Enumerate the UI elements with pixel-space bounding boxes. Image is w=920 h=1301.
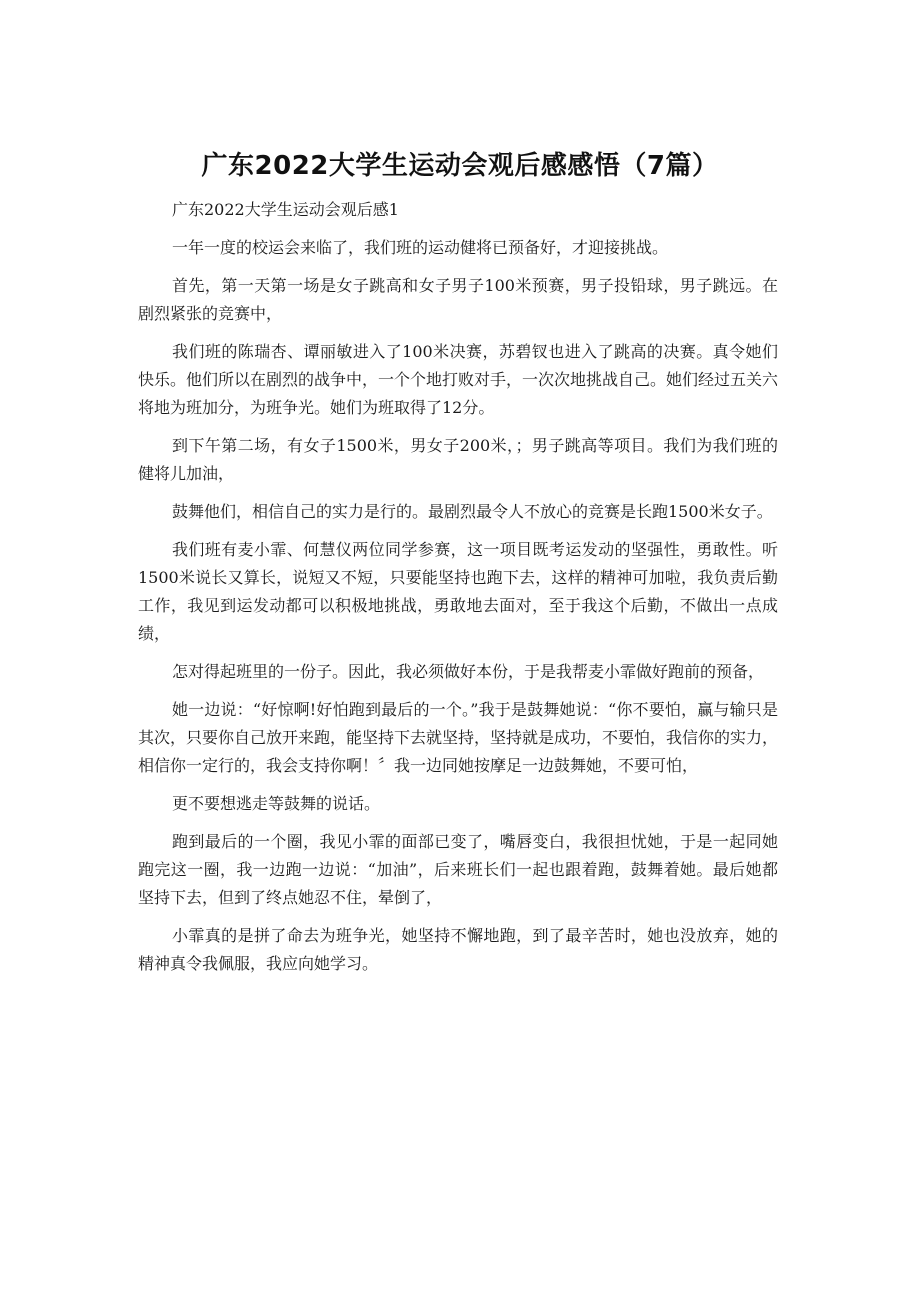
paragraph: 我们班有麦小霏、何慧仪两位同学参赛，这一项目既考运发动的坚强性，勇敢性。听1500米说长又算长，说短又不短，只要能坚持也跑下去，这样的精神可加啦，我负责后勤工作，我见到运发动都可以积极地挑战，勇敢地去面对，至于我这个后勤，不做出一点成绩， (138, 540, 778, 643)
document-body (138, 196, 778, 988)
paragraph: 到下午第二场，有女子1500米，男女子200米，；男子跳高等项目。我们为我们班的健将儿加油， (138, 436, 778, 483)
paragraph: 鼓舞他们，相信自己的实力是行的。最剧烈最令人不放心的竞赛是长跑1500米女子。 (172, 502, 773, 521)
paragraph: 小霏真的是拼了命去为班争光，她坚持不懈地跑，到了最辛苦时，她也没放弃，她的精神真令我佩服，我应向她学习。 (138, 926, 778, 973)
paragraph: 跑到最后的一个圈，我见小霏的面部已变了，嘴唇变白，我很担忧她，于是一起同她跑完这一圈，我一边跑一边说：“加油”，后来班长们一起也跟着跑，鼓舞着她。最后她都坚持下去，但到了终点她忍不住，晕倒了， (138, 832, 778, 907)
paragraph: 她一边说：“好惊啊!好怕跑到最后的一个。”我于是鼓舞她说：“你不要怕，赢与输只是其次，只要你自己放开来跑，能坚持下去就坚持，坚持就是成功，不要怕，我信你的实力，相信你一定行的，我会支持你啊！〞我一边同她按摩足一边鼓舞她，不要可怕， (138, 700, 779, 775)
paragraph: 一年一度的校运会来临了，我们班的运动健将已预备好，才迎接挑战。 (172, 238, 669, 257)
paragraph: 更不要想逃走等鼓舞的说话。 (172, 794, 381, 813)
document-title: 广东2022大学生运动会观后感感悟（7篇） (201, 151, 719, 181)
paragraph: 我们班的陈瑞杏、谭丽敏进入了100米决赛，苏碧钗也进入了跳高的决赛。真令她们快乐。他们所以在剧烈的战争中，一个个地打败对手，一次次地挑战自己。她们经过五关六将地为班加分，为班争光。她们为班取得了12分。 (138, 342, 779, 417)
section-heading: 广东2022大学生运动会观后感1 (172, 200, 399, 219)
paragraph: 首先，第一天第一场是女子跳高和女子男子100米预赛，男子投铅球，男子跳远。在剧烈紧张的竞赛中， (138, 276, 778, 323)
paragraph: 怎对得起班里的一份子。因此，我必须做好本份，于是我帮麦小霏做好跑前的预备， (172, 662, 765, 681)
